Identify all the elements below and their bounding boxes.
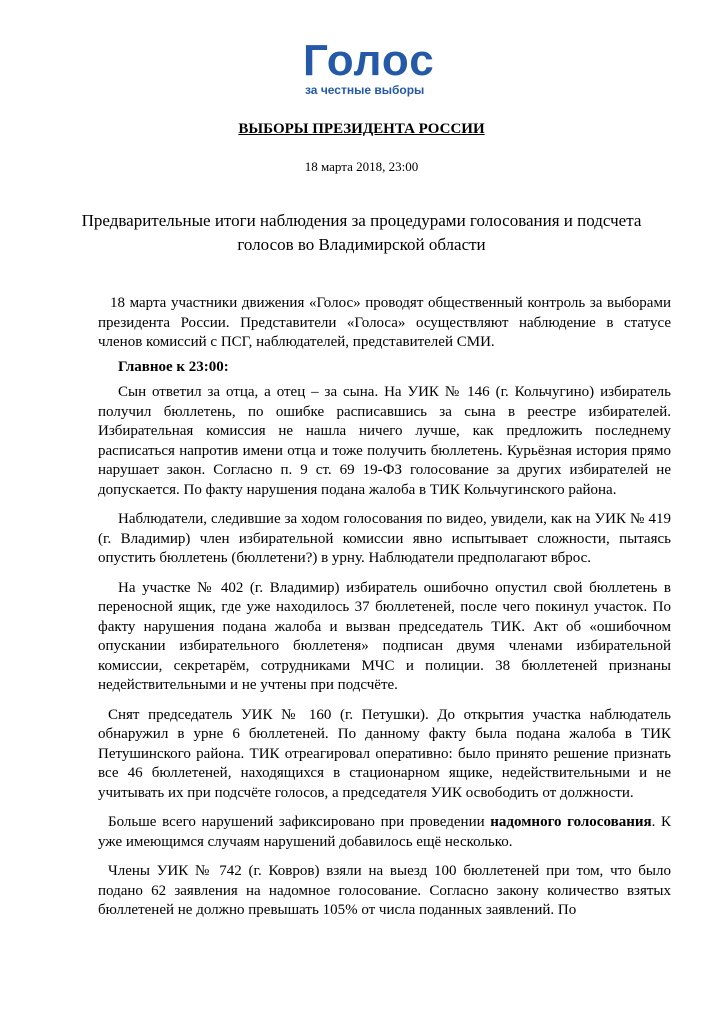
home-voting-bold: надомного голосования	[490, 814, 652, 830]
home-voting-text-before: Больше всего нарушений зафиксировано при проведении	[108, 814, 491, 830]
paragraph-uik-742: Члены УИК № 742 (г. Ковров) взяли на выезд 100 бюллетеней при том, что было подано 62 заявления на надомное голосование. Согласно закону количество взятых бюллетеней не должно превышать 105% от числа поданных заявлений. По	[98, 863, 671, 918]
golos-logo	[303, 36, 438, 100]
paragraph-uik-146: Сын ответил за отца, а отец – за сына. На УИК № 146 (г. Кольчугино) избиратель получил бюллетень, по ошибке расписавшись за сына в реестре избирателей. Избирательная комиссия не нашла ничего лучше, как предложить последнему расписаться напротив имени отца и тоже получить бюллетень. Курьёзная история прямо нарушает закон. Согласно п. 9 ст. 69 19-ФЗ голосование за других избирателей не допускается. По факту нарушения подана жалоба в ТИК Кольчугинского района.	[98, 384, 671, 498]
main-heading: Главное к 23:00:	[118, 358, 229, 375]
logo-tagline: за честные выборы	[305, 83, 425, 97]
home-voting-text-after: . К уже имеющимся случаям нарушений добавилось ещё несколько.	[98, 814, 671, 850]
paragraph-uik-402: На участке № 402 (г. Владимир) избиратель ошибочно опустил свой бюллетень в переносной ящик, где уже находилось 37 бюллетеней, после чего покинул участок. По факту нарушения подана жалоба и вызван председатель ТИК. Акт об «ошибочном опускании избирательного бюллетеня» подписан двумя членами избирательной комиссии, секретарём, сотрудниками МЧС и полиции. 38 бюллетеней признаны недействительными и не учтены при подсчёте.	[98, 579, 671, 693]
intro-paragraph: 18 марта участники движения «Голос» проводят общественный контроль за выборами президента России. Представители «Голоса» осуществляют наблюдение в статусе членов комиссий с ПСГ, наблюдателей, представителей СМИ.	[98, 295, 671, 350]
paragraph-uik-419: Наблюдатели, следившие за ходом голосования по видео, увидели, как на УИК № 419 (г. Владимир) член избирательной комиссии явно испытывает сложности, пытаясь опустить бюллетень (бюллетени?) в урну. Наблюдатели предполагают вброс.	[98, 511, 671, 566]
paragraph-home-voting	[98, 813, 671, 852]
election-title: ВЫБОРЫ ПРЕЗИДЕНТА РОССИИ	[238, 121, 485, 137]
logo-wordmark: Голос	[303, 36, 435, 85]
report-subtitle: Предварительные итоги наблюдения за процедурами голосования и подсчета голосов во Владимирской области	[81, 211, 642, 254]
report-date: 18 марта 2018, 23:00	[304, 159, 419, 174]
report-body	[98, 294, 671, 921]
paragraph-uik-160: Снят председатель УИК № 160 (г. Петушки). До открытия участка наблюдатель обнаружил в урне 6 бюллетеней. По данному факту была подана жалоба в ТИК Петушинского района. ТИК отреагировал оперативно: было принято решение признать все 46 бюллетеней, находящихся в стационарном ящике, недействительными и не учитывать их при подсчёте голосов, а председателя УИК освободить от должности.	[98, 706, 671, 801]
